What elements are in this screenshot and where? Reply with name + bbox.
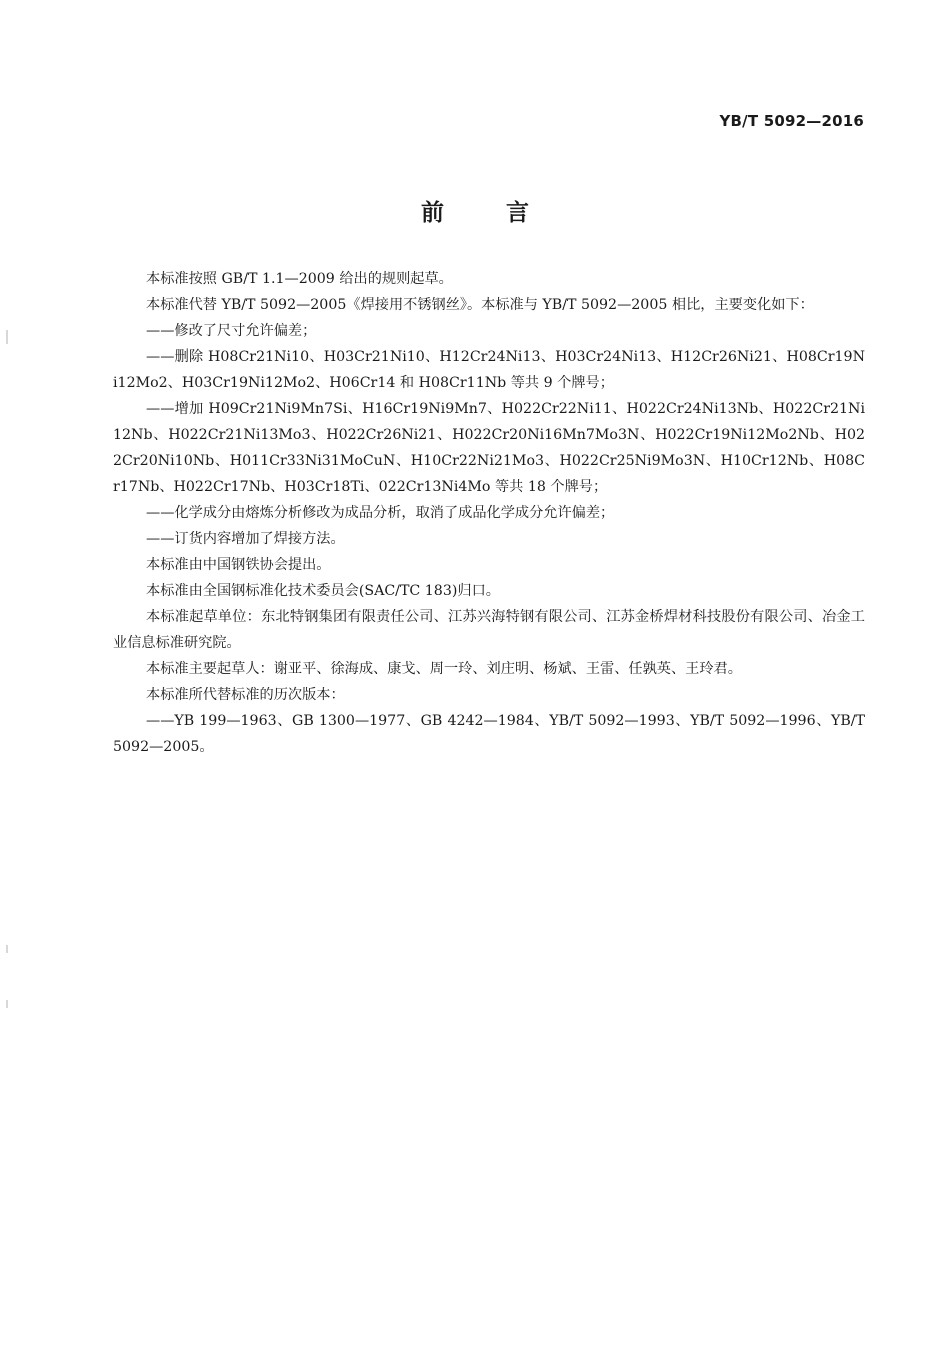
paragraph-administrator: 本标准由全国钢标准化技术委员会(SAC/TC 183)归口。 (146, 583, 500, 599)
change-item-chemical-analysis: ——化学成分由熔炼分析修改为成品分析，取消了成品化学成分允许偏差； (146, 505, 615, 521)
scan-artifact (6, 330, 8, 344)
scan-artifact (6, 1000, 8, 1008)
standard-code: YB/T 5092—2016 (719, 112, 864, 130)
paragraph-drafting-units: 本标准起草单位：东北特钢集团有限责任公司、江苏兴海特钢有限公司、江苏金桥焊材科技股份有限公司、冶金工业信息标准研究院。 (113, 609, 865, 651)
change-item-order-content: ——订货内容增加了焊接方法。 (146, 531, 345, 547)
change-item-deleted-grades: ——删除 H08Cr21Ni10、H03Cr21Ni10、H12Cr24Ni13、H03Cr24Ni13、H12Cr26Ni21、H08Cr19Ni12Mo2、H03Cr19Ni12Mo2、H06Cr14 和 H08Cr11Nb 等共 9 个牌号； (113, 349, 865, 391)
paragraph-replacement: 本标准代替 YB/T 5092—2005《焊接用不锈钢丝》。本标准与 YB/T 5092—2005 相比，主要变化如下： (146, 297, 814, 313)
paragraph-history-heading: 本标准所代替标准的历次版本： (146, 687, 345, 703)
paragraph-history-list: ——YB 199—1963、GB 1300—1977、GB 4242—1984、YB/T 5092—1993、YB/T 5092—1996、YB/T 5092—2005。 (113, 713, 865, 755)
page-title: 前言 (421, 200, 591, 226)
paragraph-drafting-rule: 本标准按照 GB/T 1.1—2009 给出的规则起草。 (146, 271, 453, 287)
paragraph-drafters: 本标准主要起草人：谢亚平、徐海成、康戈、周一玲、刘庄明、杨斌、王雷、任孰英、王玲君。 (146, 661, 742, 677)
change-item-added-grades: ——增加 H09Cr21Ni9Mn7Si、H16Cr19Ni9Mn7、H022Cr22Ni11、H022Cr24Ni13Nb、H022Cr21Ni12Nb、H022Cr21Ni13Mo3、H022Cr26Ni21、H022Cr20Ni16Mn7Mo3N、H022Cr19Ni12Mo2Nb、H022Cr20Ni10Nb、H011Cr33Ni31MoCuN、H10Cr22Ni21Mo3、H022Cr25Ni9Mo3N、H10Cr12Nb、H08Cr17Nb、H022Cr17Nb、H03Cr18Ti、022Cr13Ni4Mo 等共 18 个牌号； (113, 401, 865, 495)
paragraph-proposer: 本标准由中国钢铁协会提出。 (146, 557, 331, 573)
scan-artifact (6, 945, 8, 953)
change-item-tolerance: ——修改了尺寸允许偏差； (146, 323, 317, 339)
foreword-body (113, 266, 865, 760)
